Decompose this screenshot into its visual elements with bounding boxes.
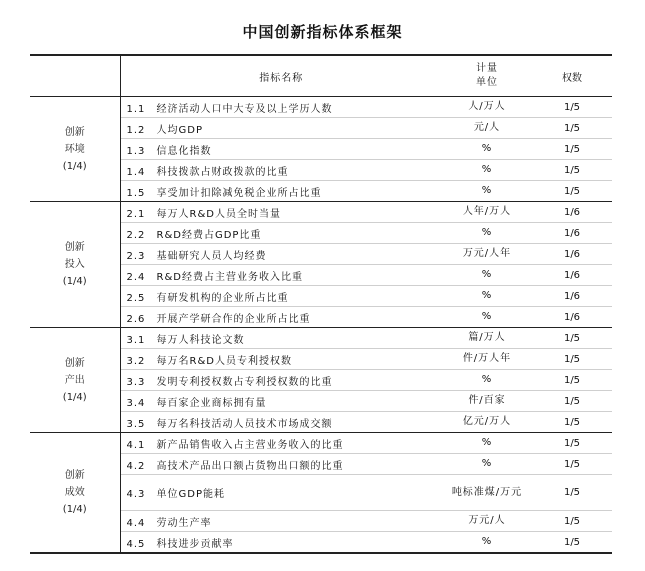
category-output: [30, 328, 120, 433]
header-unit-line1: 计量: [476, 63, 498, 74]
header-indicator-name: 指标名称: [120, 55, 442, 97]
indicator-cell: [120, 349, 442, 370]
weight-cell: 1/6: [532, 223, 612, 244]
unit-cell: %: [442, 265, 532, 286]
table-body: [30, 97, 612, 554]
weight-cell: 1/5: [532, 349, 612, 370]
category-environment: [30, 97, 120, 202]
indicator-name: 每万名科技活动人员技术市场成交额: [156, 418, 333, 430]
indicator-code: 3.1: [126, 334, 146, 346]
weight-cell: 1/6: [532, 307, 612, 328]
category-name-line1: 创新: [64, 357, 85, 369]
indicator-cell: [120, 160, 442, 181]
indicator-cell: [120, 139, 442, 160]
table-row: [30, 433, 612, 454]
unit-cell: 件/百家: [442, 391, 532, 412]
indicator-code: 2.4: [126, 271, 146, 283]
weight-cell: 1/5: [532, 475, 612, 511]
indicator-code: 1.2: [126, 124, 146, 136]
unit-cell: %: [442, 160, 532, 181]
category-name-line2: 环境: [64, 143, 85, 155]
category-name-line2: 成效: [64, 487, 85, 498]
indicator-code: 1.4: [126, 166, 146, 178]
indicator-code: 2.1: [126, 208, 146, 220]
header-row: [30, 55, 612, 97]
category-name-line2: 产出: [64, 374, 85, 386]
weight-cell: 1/5: [532, 139, 612, 160]
weight-cell: 1/5: [532, 433, 612, 454]
indicator-code: 2.5: [126, 292, 146, 304]
indicator-code: 2.3: [126, 250, 146, 262]
indicator-table: [30, 54, 612, 554]
category-weight: (1/4): [62, 504, 87, 515]
indicator-code: 4.2: [126, 460, 146, 472]
indicator-cell: [120, 433, 442, 454]
unit-cell: %: [442, 223, 532, 244]
weight-cell: 1/5: [532, 391, 612, 412]
indicator-cell: [120, 265, 442, 286]
unit-cell: %: [442, 286, 532, 307]
category-weight: (1/4): [62, 276, 87, 287]
indicator-cell: [120, 97, 442, 118]
category-input: [30, 202, 120, 328]
indicator-name: 人均GDP: [156, 124, 203, 136]
unit-cell: %: [442, 454, 532, 475]
weight-cell: 1/6: [532, 202, 612, 223]
unit-cell: 万元/人年: [442, 244, 532, 265]
indicator-name: 单位GDP能耗: [156, 489, 225, 500]
indicator-cell: [120, 412, 442, 433]
weight-cell: 1/5: [532, 532, 612, 554]
category-name-line1: 创新: [64, 470, 85, 481]
indicator-name: 发明专利授权数占专利授权数的比重: [156, 376, 333, 388]
indicator-name: 每万人科技论文数: [156, 334, 245, 346]
unit-cell: 元/人: [442, 118, 532, 139]
unit-cell: 人年/万人: [442, 202, 532, 223]
indicator-code: 3.4: [126, 397, 146, 409]
unit-cell: %: [442, 139, 532, 160]
page-title: 中国创新指标体系框架: [242, 23, 403, 41]
indicator-name: 高技术产品出口额占货物出口额的比重: [156, 460, 344, 472]
indicator-name: 开展产学研合作的企业所占比重: [156, 313, 311, 325]
indicator-cell: [120, 307, 442, 328]
indicator-cell: [120, 181, 442, 202]
indicator-name: 基础研究人员人均经费: [156, 250, 267, 262]
header-unit: [442, 55, 532, 97]
indicator-cell: [120, 244, 442, 265]
indicator-name: 科技进步贡献率: [156, 538, 234, 550]
indicator-code: 4.3: [126, 489, 146, 500]
weight-cell: 1/5: [532, 454, 612, 475]
indicator-name: R&D经费占主营业务收入比重: [156, 271, 303, 283]
unit-cell: 人/万人: [442, 97, 532, 118]
weight-cell: 1/6: [532, 265, 612, 286]
weight-cell: 1/6: [532, 244, 612, 265]
weight-cell: 1/5: [532, 511, 612, 532]
table-row: [30, 97, 612, 118]
indicator-name: 有研发机构的企业所占比重: [156, 292, 289, 304]
weight-cell: 1/5: [532, 97, 612, 118]
unit-cell: %: [442, 307, 532, 328]
table-row: [30, 328, 612, 349]
indicator-cell: [120, 223, 442, 244]
indicator-name: 信息化指数: [156, 145, 212, 157]
indicator-cell: [120, 454, 442, 475]
unit-cell: %: [442, 433, 532, 454]
indicator-code: 1.3: [126, 145, 146, 157]
indicator-cell: [120, 532, 442, 554]
unit-cell: %: [442, 370, 532, 391]
indicator-code: 3.5: [126, 418, 146, 430]
indicator-cell: [120, 511, 442, 532]
weight-cell: 1/5: [532, 118, 612, 139]
indicator-code: 2.2: [126, 229, 146, 241]
indicator-name: 经济活动人口中大专及以上学历人数: [156, 103, 333, 115]
indicator-name: 劳动生产率: [156, 517, 212, 529]
unit-cell: 篇/万人: [442, 328, 532, 349]
indicator-name: 新产品销售收入占主营业务收入的比重: [156, 439, 344, 451]
weight-cell: 1/5: [532, 412, 612, 433]
indicator-cell: [120, 286, 442, 307]
indicator-cell: [120, 202, 442, 223]
unit-cell: 亿元/万人: [442, 412, 532, 433]
indicator-code: 1.5: [126, 187, 146, 199]
category-name-line2: 投入: [64, 259, 85, 270]
weight-cell: 1/5: [532, 328, 612, 349]
unit-cell: 万元/人: [442, 511, 532, 532]
unit-cell: %: [442, 532, 532, 554]
indicator-name: 每万人R&D人员全时当量: [156, 208, 281, 220]
indicator-name: 科技拨款占财政拨款的比重: [156, 166, 289, 178]
indicator-code: 3.3: [126, 376, 146, 388]
indicator-name: R&D经费占GDP比重: [156, 229, 262, 241]
indicator-cell: [120, 118, 442, 139]
header-unit-line2: 单位: [476, 77, 498, 88]
category-weight: (1/4): [62, 160, 87, 172]
indicator-cell: [120, 328, 442, 349]
weight-cell: 1/5: [532, 160, 612, 181]
unit-cell: 件/万人年: [442, 349, 532, 370]
indicator-cell: [120, 391, 442, 412]
weight-cell: 1/5: [532, 370, 612, 391]
indicator-name: 每百家企业商标拥有量: [156, 397, 267, 409]
indicator-code: 4.4: [126, 517, 146, 529]
category-name-line1: 创新: [64, 126, 85, 138]
weight-cell: 1/5: [532, 181, 612, 202]
indicator-code: 3.2: [126, 355, 146, 367]
indicator-code: 1.1: [126, 103, 146, 115]
category-weight: (1/4): [62, 391, 87, 403]
indicator-name: 享受加计扣除减免税企业所占比重: [156, 187, 322, 199]
table-row: [30, 202, 612, 223]
indicator-cell: [120, 475, 442, 511]
indicator-code: 4.5: [126, 538, 146, 550]
unit-cell: %: [442, 181, 532, 202]
indicator-code: 2.6: [126, 313, 146, 325]
indicator-cell: [120, 370, 442, 391]
header-category: [30, 55, 120, 97]
indicator-name: 每万名R&D人员专利授权数: [156, 355, 292, 367]
unit-cell: 吨标准煤/万元: [442, 475, 532, 511]
indicator-code: 4.1: [126, 439, 146, 451]
weight-cell: 1/6: [532, 286, 612, 307]
category-name-line1: 创新: [64, 242, 85, 253]
category-effect: [30, 433, 120, 554]
header-weight: 权数: [532, 55, 612, 97]
